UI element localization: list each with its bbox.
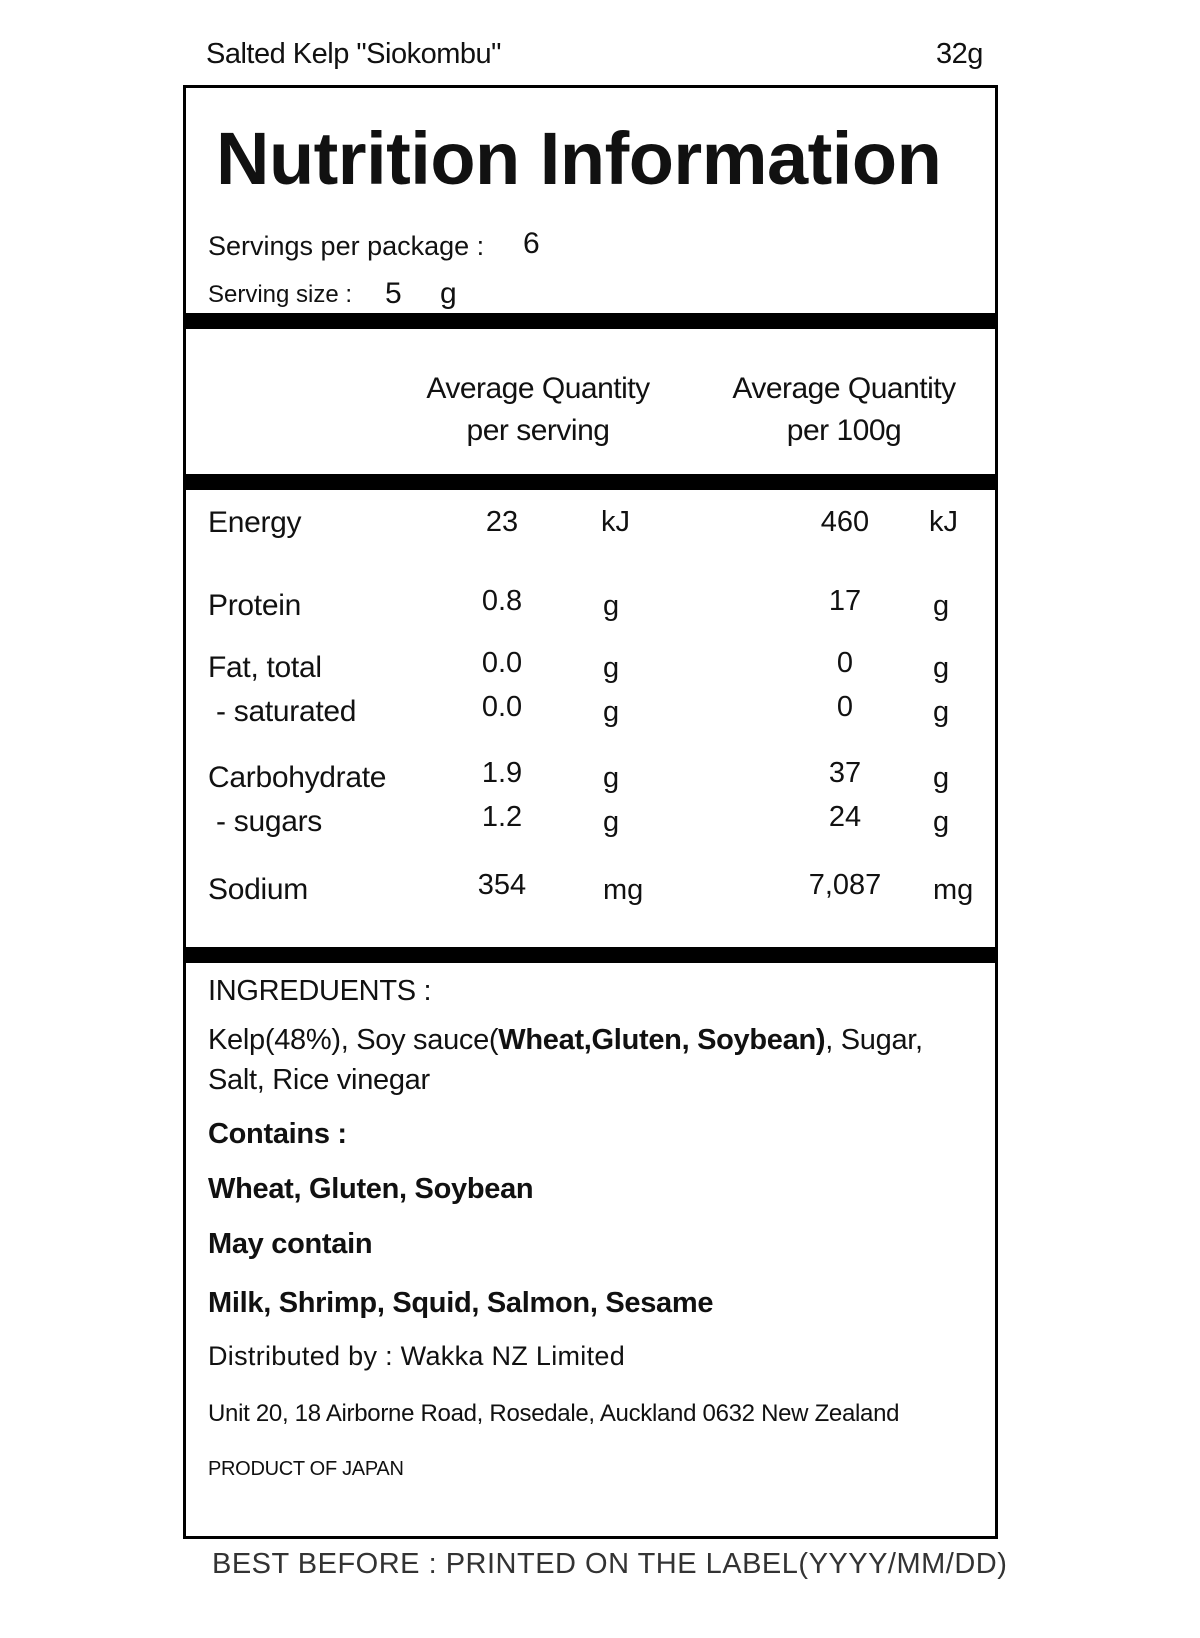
divider-thick [186,313,995,329]
nutrient-serving-unit: g [603,652,620,684]
divider-thick [186,947,995,963]
best-before-note: BEST BEFORE : PRINTED ON THE LABEL(YYYY/MM/DD) [212,1548,1008,1580]
nutrient-serving-unit: g [603,696,620,728]
may-contain-value: Milk, Shrimp, Squid, Salmon, Sesame [208,1287,714,1319]
nutrient-name: Carbohydrate [208,761,387,794]
ingredients-line-2: Salt, Rice vinegar [208,1064,430,1096]
nutrient-per100-value: 24 [828,801,862,833]
product-name: Salted Kelp "Siokombu" [206,38,501,70]
column-header-per-100g-line1: Average Quantity [732,372,956,405]
nutrient-serving-value: 0.0 [481,647,523,679]
may-contain-label: May contain [208,1228,373,1260]
distributor-line: Distributed by : Wakka NZ Limited [208,1341,626,1371]
nutrient-per100-value: 7,087 [808,869,882,901]
contains-value: Wheat, Gluten, Soybean [208,1173,534,1205]
nutrient-per100-unit: g [933,652,950,684]
nutrient-name: Fat, total [208,651,322,684]
ingredients-allergens: Wheat,Gluten, Soybean) [498,1024,826,1056]
nutrient-name: Sodium [208,873,308,906]
nutrient-serving-value: 23 [485,506,519,538]
divider-thick [186,474,995,490]
nutrient-serving-unit: mg [603,874,644,906]
nutrient-name: - saturated [208,695,357,728]
column-header-per-serving-line2: per serving [466,414,610,447]
nutrient-serving-value: 0.8 [481,585,523,617]
nutrient-per100-unit: mg [933,874,974,906]
nutrient-per100-value: 460 [820,506,870,538]
nutrient-per100-unit: g [933,762,950,794]
column-header-per-serving [413,368,663,452]
nutrient-serving-value: 354 [477,869,527,901]
product-origin: PRODUCT OF JAPAN [208,1458,404,1480]
nutrient-per100-value: 37 [828,757,862,789]
nutrient-per100-value: 0 [836,691,854,723]
nutrient-serving-unit: kJ [601,506,630,538]
ingredients-heading: INGREDUENTS : [208,975,432,1007]
panel-title: Nutrition Information [216,117,942,200]
nutrient-per100-unit: kJ [929,506,958,538]
net-weight: 32g [936,38,983,70]
ingredients-text: Kelp(48%), Soy sauce( [208,1024,499,1056]
distributor-address: Unit 20, 18 Airborne Road, Rosedale, Auckland 0632 New Zealand [208,1400,900,1427]
serving-size-unit: g [440,277,457,310]
nutrient-name: Protein [208,589,301,622]
nutrient-per100-value: 17 [828,585,862,617]
serving-size-label: Serving size : [208,281,353,308]
nutrient-serving-value: 1.9 [481,757,523,789]
serving-size-value: 5 [385,277,402,310]
column-header-per-100g [719,368,969,452]
nutrient-serving-value: 1.2 [481,801,523,833]
column-header-per-serving-line1: Average Quantity [426,372,650,405]
nutrient-serving-unit: g [603,806,620,838]
servings-value: 6 [523,227,540,260]
nutrition-panel [183,85,998,1539]
nutrient-serving-unit: g [603,590,620,622]
nutrient-serving-value: 0.0 [481,691,523,723]
ingredients-text-tail: , Sugar, [825,1024,923,1056]
nutrient-per100-unit: g [933,696,950,728]
nutrient-name: - sugars [208,805,323,838]
nutrient-per100-value: 0 [836,647,854,679]
nutrient-serving-unit: g [603,762,620,794]
contains-label: Contains : [208,1118,347,1150]
nutrient-name: Energy [208,506,302,539]
servings-label: Servings per package : [208,231,485,261]
column-header-per-100g-line2: per 100g [786,414,902,447]
nutrient-per100-unit: g [933,806,950,838]
nutrient-per100-unit: g [933,590,950,622]
ingredients-line-1 [208,1020,923,1060]
